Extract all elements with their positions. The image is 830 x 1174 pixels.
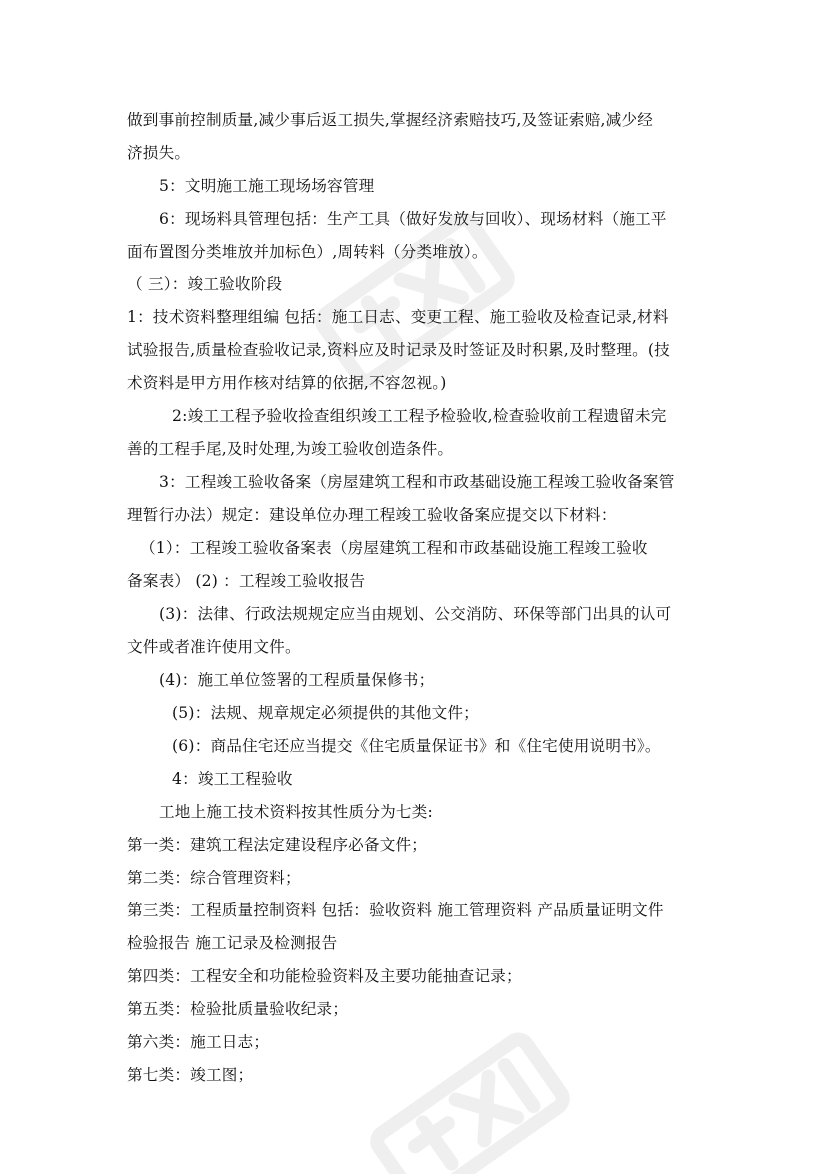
text-line: (5)：法规、规章规定必须提供的其他文件； [172,704,479,722]
text-line: 第二类：综合管理资料； [127,869,301,887]
text-line: 理暂行办法）规定：建设单位办理工程竣工验收备案应提交以下材料： [127,506,617,524]
text-line: 术资料是甲方用作核对结算的依据,不容忽视。) [127,374,447,392]
text-line: 第三类：工程质量控制资料 包括：验收资料 施工管理资料 产品质量证明文件 [127,901,664,919]
text-line: 做到事前控制质量,减少事后返工损失,掌握经济索赔技巧,及签证索赔,减少经 [127,111,654,129]
text-line: 面布置图分类堆放并加标色）,周转料（分类堆放）。 [127,243,488,261]
text-line: 第四类：工程安全和功能检验资料及主要功能抽查记录； [127,967,522,985]
text-line: 检验报告 施工记录及检测报告 [127,934,338,952]
text-line: 备案表） (2) ：工程竣工验收报告 [127,572,366,590]
text-line: 4：竣工工程验收 [172,770,293,788]
text-line: 工地上施工技术资料按其性质分为七类: [159,803,433,821]
text-line: 第五类：检验批质量验收纪录； [127,1000,349,1018]
text-line: 善的工程手尾,及时处理,为竣工验收创造条件。 [127,440,454,458]
text-line: (4)：施工单位签署的工程质量保修书； [159,671,435,689]
section-heading: （ 三）：竣工验收阶段 [127,275,283,293]
text-line: 济损失。 [127,144,191,162]
text-line: (6)：商品住宅还应当提交《住宅质量保证书》和《住宅使用说明书》。 [172,737,661,755]
text-line: 第七类：竣工图； [127,1066,254,1084]
text-line: （1）：工程竣工验收备案表（房屋建筑工程和市政基础设施工程竣工验收 [140,539,648,557]
text-line: 文件或者准许使用文件。 [127,638,301,656]
text-line: 第六类：施工日志； [127,1033,270,1051]
text-line: 试验报告,质量检查验收记录,资料应及时记录及时签证及时积累,及时整理。(技 [127,341,670,359]
text-line: 2:竣工工程予验收捡查组织竣工工程予检验收,检查验收前工程遗留未完 [172,407,667,425]
text-line: (3)：法律、行政法规规定应当由规划、公交消防、环保等部门出具的认可 [159,605,672,623]
text-line: 第一类：建筑工程法定建设程序必备文件； [127,836,428,854]
text-line: 6：现场料具管理包括：生产工具（做好发放与回收）、现场材料（施工平 [159,210,667,228]
text-line: 1：技术资料整理组编 包括：施工日志、变更工程、施工验收及检查记录,材料 [127,308,669,326]
text-line: 5：文明施工施工现场场容管理 [159,177,375,195]
text-line: 3：工程竣工验收备案（房屋建筑工程和市政基础设施工程竣工验收备案管 [159,473,675,491]
